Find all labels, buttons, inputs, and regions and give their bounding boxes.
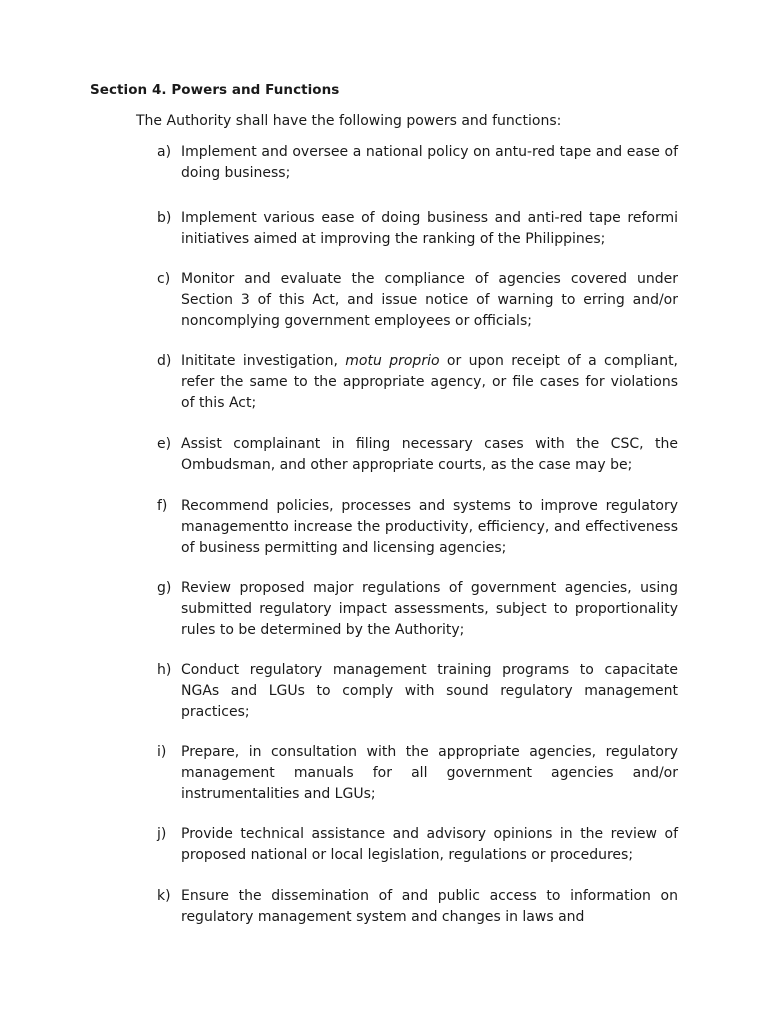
list-item-g (157, 578, 678, 641)
list-item-h (157, 660, 678, 723)
list-item-i (157, 742, 678, 805)
list-item-text-part: or upon receipt of a compliant, refer the same to the appropriate agency, or file cases for violations of this Act; (181, 353, 679, 411)
list-marker: e) (157, 436, 172, 452)
list-item-c (157, 269, 678, 332)
list-marker: i) (157, 744, 167, 760)
list-marker: g) (157, 580, 172, 596)
list-item-text: Conduct regulatory management training programs to capacitate NGAs and LGUs to comply with sound regulatory management practices; (181, 662, 678, 720)
list-item-text: Review proposed major regulations of government agencies, using submitted regulatory impact assessments, subject to proportionality rules to be determined by the Authority; (181, 580, 678, 638)
list-item-text: Implement various ease of doing business and anti-red tape reformi initiatives aimed at improving the ranking of the Philippines; (181, 210, 678, 247)
list-item-d (157, 351, 678, 414)
list-item-text: Prepare, in consultation with the appropriate agencies, regulatory management manuals for all government agencies and/or instrumentalities and LGUs; (181, 744, 678, 802)
list-marker: j) (157, 826, 167, 842)
list-item-text: Ensure the dissemination of and public access to information on regulatory management system and changes in laws and (181, 888, 678, 925)
list-item-text (181, 351, 678, 414)
list-item-text: Recommend policies, processes and systems to improve regulatory managementto increase the productivity, efficiency, and effectiveness of business permitting and licensing agencies; (181, 498, 678, 556)
section-intro: The Authority shall have the following powers and functions: (136, 113, 562, 129)
list-marker: a) (157, 144, 172, 160)
list-item-j (157, 824, 678, 866)
list-item-text: Monitor and evaluate the compliance of agencies covered under Section 3 of this Act, and issue notice of warning to erring and/or noncomplying government employees or officials; (181, 271, 678, 329)
list-item-b (157, 208, 678, 250)
list-marker: k) (157, 888, 171, 904)
list-item-k (157, 886, 678, 928)
list-item-a (157, 142, 678, 184)
latin-term: motu proprio (345, 353, 440, 369)
list-item-text-part: Inititate investigation, (181, 353, 346, 369)
list-marker: d) (157, 353, 172, 369)
list-item-text: Assist complainant in filing necessary cases with the CSC, the Ombudsman, and other appropriate courts, as the case may be; (181, 436, 678, 473)
list-marker: f) (157, 498, 168, 514)
list-marker: h) (157, 662, 172, 678)
list-item-text: Provide technical assistance and advisory opinions in the review of proposed national or local legislation, regulations or procedures; (181, 826, 678, 863)
list-marker: c) (157, 271, 171, 287)
list-item-text: Implement and oversee a national policy on antu-red tape and ease of doing business; (181, 144, 678, 181)
section-heading: Section 4. Powers and Functions (90, 82, 340, 98)
list-marker: b) (157, 210, 172, 226)
list-item-e (157, 434, 678, 476)
list-item-f (157, 496, 678, 559)
